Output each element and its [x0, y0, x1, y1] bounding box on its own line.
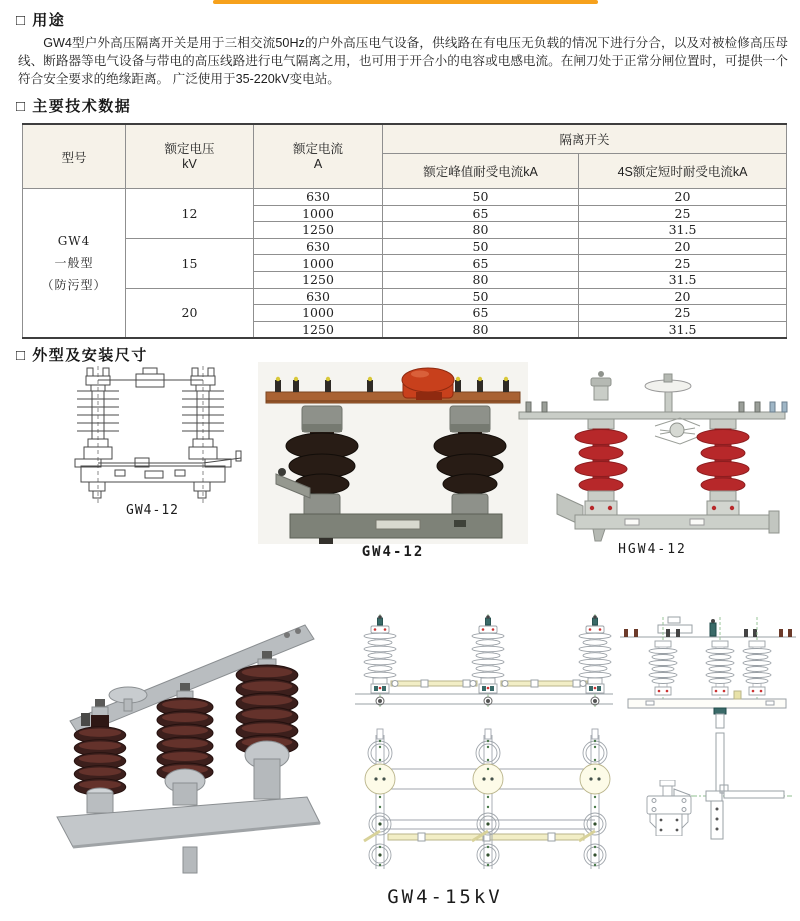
model-line: GW4: [57, 233, 91, 248]
model-line: 一般型: [54, 255, 94, 270]
front-view-drawing: [355, 612, 613, 720]
plan-view-drawing: [358, 727, 613, 872]
peak-current-cell: 65: [383, 305, 579, 322]
col-header-voltage: [126, 124, 254, 189]
short-current-cell: 25: [579, 205, 787, 222]
current-cell: 1250: [254, 271, 383, 288]
tech-section-heading: □ 主要技术数据: [16, 98, 132, 115]
col-header-voltage-unit: kV: [182, 156, 197, 171]
table-row: [23, 189, 787, 206]
caption-hgw4-12-photo: HGW4-12: [618, 542, 687, 557]
current-cell: 1000: [254, 305, 383, 322]
short-current-cell: 31.5: [579, 222, 787, 239]
side-view-drawing: [616, 607, 800, 840]
peak-current-cell: 50: [383, 288, 579, 305]
col-header-current-label: 额定电流: [292, 141, 343, 156]
short-current-cell: 20: [579, 189, 787, 206]
top-accent-bar: [213, 0, 598, 4]
tech-data-table: [22, 123, 787, 339]
col-header-switch-group: 隔离开关: [383, 124, 787, 154]
current-cell: 1000: [254, 255, 383, 272]
current-cell: 1250: [254, 222, 383, 239]
peak-current-cell: 80: [383, 321, 579, 338]
peak-current-cell: 65: [383, 255, 579, 272]
caption-gw4-12-drawing: GW4-12: [126, 503, 179, 518]
table-row: [23, 238, 787, 255]
gw4-12-outline-drawing: [55, 366, 250, 506]
current-cell: 1000: [254, 205, 383, 222]
col-header-model: 型号: [23, 124, 126, 189]
voltage-cell: 20: [126, 288, 254, 338]
peak-current-cell: 80: [383, 222, 579, 239]
col-header-current: [254, 124, 383, 189]
peak-current-cell: 50: [383, 189, 579, 206]
short-current-cell: 25: [579, 255, 787, 272]
table-row: [23, 288, 787, 305]
short-current-cell: 20: [579, 238, 787, 255]
current-cell: 630: [254, 288, 383, 305]
current-cell: 1250: [254, 321, 383, 338]
outline-section-heading: □ 外型及安装尺寸: [16, 347, 148, 364]
model-line: （防污型）: [41, 277, 107, 292]
caption-gw4-15kv: GW4-15kV: [387, 886, 503, 908]
voltage-cell: 15: [126, 238, 254, 288]
peak-current-cell: 65: [383, 205, 579, 222]
peak-current-cell: 50: [383, 238, 579, 255]
short-current-cell: 31.5: [579, 271, 787, 288]
model-cell: [23, 189, 126, 338]
red-switch-hub: [402, 368, 454, 400]
short-current-cell: 20: [579, 288, 787, 305]
current-cell: 630: [254, 189, 383, 206]
usage-section-heading: □ 用途: [16, 12, 66, 29]
col-header-voltage-label: 额定电压: [164, 141, 215, 156]
hgw4-12-photo: [505, 366, 800, 542]
caption-gw4-12-photo: GW4-12: [361, 544, 425, 560]
short-current-cell: 25: [579, 305, 787, 322]
peak-current-cell: 80: [383, 271, 579, 288]
usage-paragraph: GW4型户外高压隔离开关是用于三相交流50Hz的户外高压电气设备，供线路在有电压无负载的情况下进行分合，以及对被检修高压母线、断路器等电气设备与带电的高压线路进行电气隔离之用，也可用于开合小的电容或电感电流。在闸刀处于正常分闸位置时，可提供一个符合安全要求的绝缘距离。 广泛使用于35-220kV变电站。: [18, 36, 788, 86]
gw4-12-photo: [258, 362, 528, 544]
voltage-cell: 12: [126, 189, 254, 239]
col-header-short-time-current: 4S额定短时耐受电流kA: [579, 154, 787, 189]
col-header-current-unit: A: [313, 156, 323, 171]
current-cell: 630: [254, 238, 383, 255]
gw4-15kv-photo: [15, 595, 350, 875]
col-header-peak-current: 额定峰值耐受电流kA: [383, 154, 579, 189]
bracket-detail-drawing: [645, 780, 695, 836]
short-current-cell: 31.5: [579, 321, 787, 338]
